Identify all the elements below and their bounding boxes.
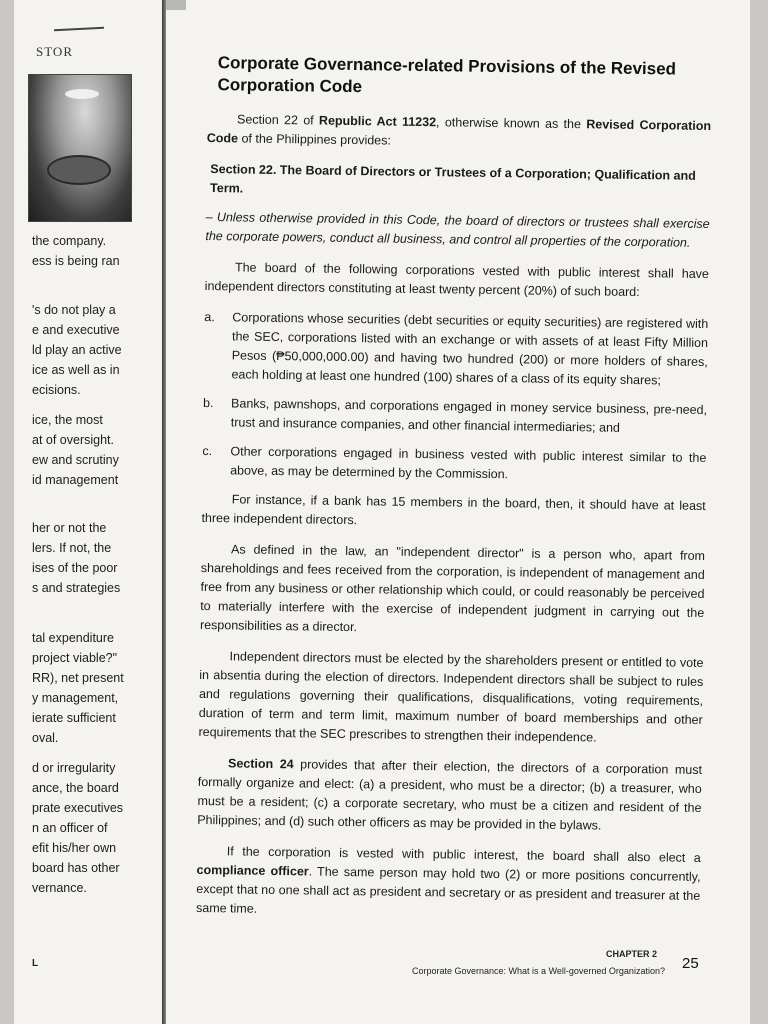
left-page-line: 's do not play a	[32, 303, 116, 317]
left-page-line: n an officer of	[32, 821, 108, 835]
list-text: Banks, pawnshops, and corporations engaged in money service business, pre-need, trust and insurance companies, and other financial intermediaries; and	[230, 396, 708, 435]
left-page-line: her or not the	[32, 521, 107, 535]
left-page-line: s and strategies	[32, 581, 121, 595]
list-marker: a.	[204, 309, 215, 325]
boardroom-photo	[28, 74, 132, 222]
list-marker: b.	[203, 395, 214, 411]
section-22-italic: – Unless otherwise provided in this Code, the board of directors or trustees shall exercise the corporate powers, conduct all business, and control all properties of the corporation.	[205, 209, 710, 250]
left-page-line: tal expenditure	[32, 631, 115, 645]
left-page-line: ecisions.	[32, 383, 81, 397]
left-page-line: ld play an active	[32, 343, 122, 357]
left-page-line: d or irregularity	[32, 761, 116, 775]
conference-table-shape	[47, 155, 111, 185]
intro-code: Revised Corporation Code	[206, 117, 712, 146]
ceiling-light-shape	[65, 89, 99, 99]
intro-mid: , otherwise known as the	[436, 115, 587, 132]
list-text: Other corporations engaged in business vested with public interest similar to the above, as may be determined by the Commission.	[230, 444, 707, 482]
compliance-officer-term: compliance officer	[196, 862, 309, 879]
list-item	[203, 394, 707, 439]
compliance-pre: If the corporation is vested with public interest, the board shall also elect a	[226, 844, 701, 865]
left-page-line: oval.	[32, 731, 59, 745]
page-number: 25	[682, 955, 699, 972]
section-24-label: Section 24	[227, 756, 294, 772]
intro-pre: Section 22 of	[236, 112, 320, 128]
left-page-line: at of oversight.	[32, 433, 114, 447]
left-page-line: id management	[32, 473, 119, 487]
list-item	[202, 442, 706, 487]
left-header-scrawl: STOR	[36, 44, 73, 59]
left-page-line: ice, the most	[32, 413, 103, 427]
left-page-line: ance, the board	[32, 781, 119, 795]
left-page-line: lers. If not, the	[32, 541, 112, 555]
section-22-heading: Section 22. The Board of Directors or Trustees of a Corporation; Qualification and Term.	[210, 162, 696, 196]
list-marker: c.	[202, 443, 213, 459]
left-page	[14, 0, 160, 1024]
intro-paragraph	[207, 110, 711, 155]
left-page-line: RR), net present	[32, 671, 124, 685]
intro-post: of the Philippines provides:	[237, 131, 392, 148]
list-text: Corporations whose securities (debt securities or equity securities) are registered with the SEC, corporations listed with an exchange or with assets of at least Fifty Million Pesos (₱50,000,000.00) and having two hundred (200) or more holders of shares, each holding at least one hundred (100) shares of a class of its equity shares;	[231, 310, 709, 388]
compliance-paragraph	[196, 842, 701, 925]
spine-shadow	[166, 0, 186, 10]
left-page-line: ew and scrutiny	[32, 453, 119, 467]
page-title: Corporate Governance-related Provisions of the Revised Corporation Code	[217, 53, 677, 97]
left-page-line: ises of the poor	[32, 561, 118, 575]
main-content	[196, 52, 712, 937]
list-item	[203, 308, 708, 391]
section-24-text: provides that after their election, the directors of a corporation must formally organize and elect: (a) a president, who must be a director; (b) a treasurer, who must be a resident; (c) a corporate secretary, who must be a citizen and resident of the Philippines; and (d) such other officers as may be provided in the bylaws.	[197, 757, 703, 833]
bank-example-paragraph: For instance, if a bank has 15 members in the board, then, it should have at least three independent directors.	[201, 492, 706, 528]
board-paragraph: The board of the following corporations vested with public interest shall have independent directors constituting at least twenty percent (20%) of such board:	[204, 260, 710, 300]
section-24-paragraph	[197, 754, 702, 837]
book-spine	[162, 0, 166, 1024]
compliance-post: . The same person may hold two (2) or more positions concurrently, except that no one shall act as president and secretary or as president and treasurer at the same time.	[195, 864, 701, 916]
left-page-line: vernance.	[32, 881, 87, 895]
independent-director-definition: As defined in the law, an "independent director" is a person who, apart from shareholdings and fees received from the corporation, is independent of management and free from any business or other relationship which could, or could reasonably be perceived to materially interfere with the exercise of independent judgment in carrying out the responsibilities as a director.	[199, 542, 706, 635]
election-paragraph: Independent directors must be elected by the shareholders present or entitled to vote in absentia during the election of directors. Independent directors shall be subject to rules and regulations governing their qualifications, disqualifications, voting requirements, duration of term and term limit, maximum number of board memberships and other requirements that the SEC prescribes to strengthen their independence.	[198, 649, 704, 745]
left-page-line: y management,	[32, 691, 119, 705]
pen-scribble	[54, 27, 104, 32]
corporation-list	[202, 308, 708, 487]
left-page-line: ice as well as in	[32, 363, 120, 377]
chapter-label: CHAPTER 2	[606, 949, 658, 959]
left-page-line: e and executive	[32, 323, 120, 337]
book-page-spread	[14, 0, 750, 1024]
left-page-line: ess is being ran	[32, 254, 120, 268]
left-page-line: board has other	[32, 861, 120, 875]
left-footer-letter: L	[32, 958, 39, 969]
chapter-subtitle: Corporate Governance: What is a Well-governed Organization?	[412, 966, 665, 976]
left-page-line: prate executives	[32, 801, 124, 815]
left-page-line: efit his/her own	[32, 841, 117, 855]
left-page-line: project viable?"	[32, 651, 118, 665]
intro-act: Republic Act 11232	[318, 113, 437, 130]
left-page-line: ierate sufficient	[32, 711, 116, 725]
left-page-line: the company.	[32, 234, 107, 248]
